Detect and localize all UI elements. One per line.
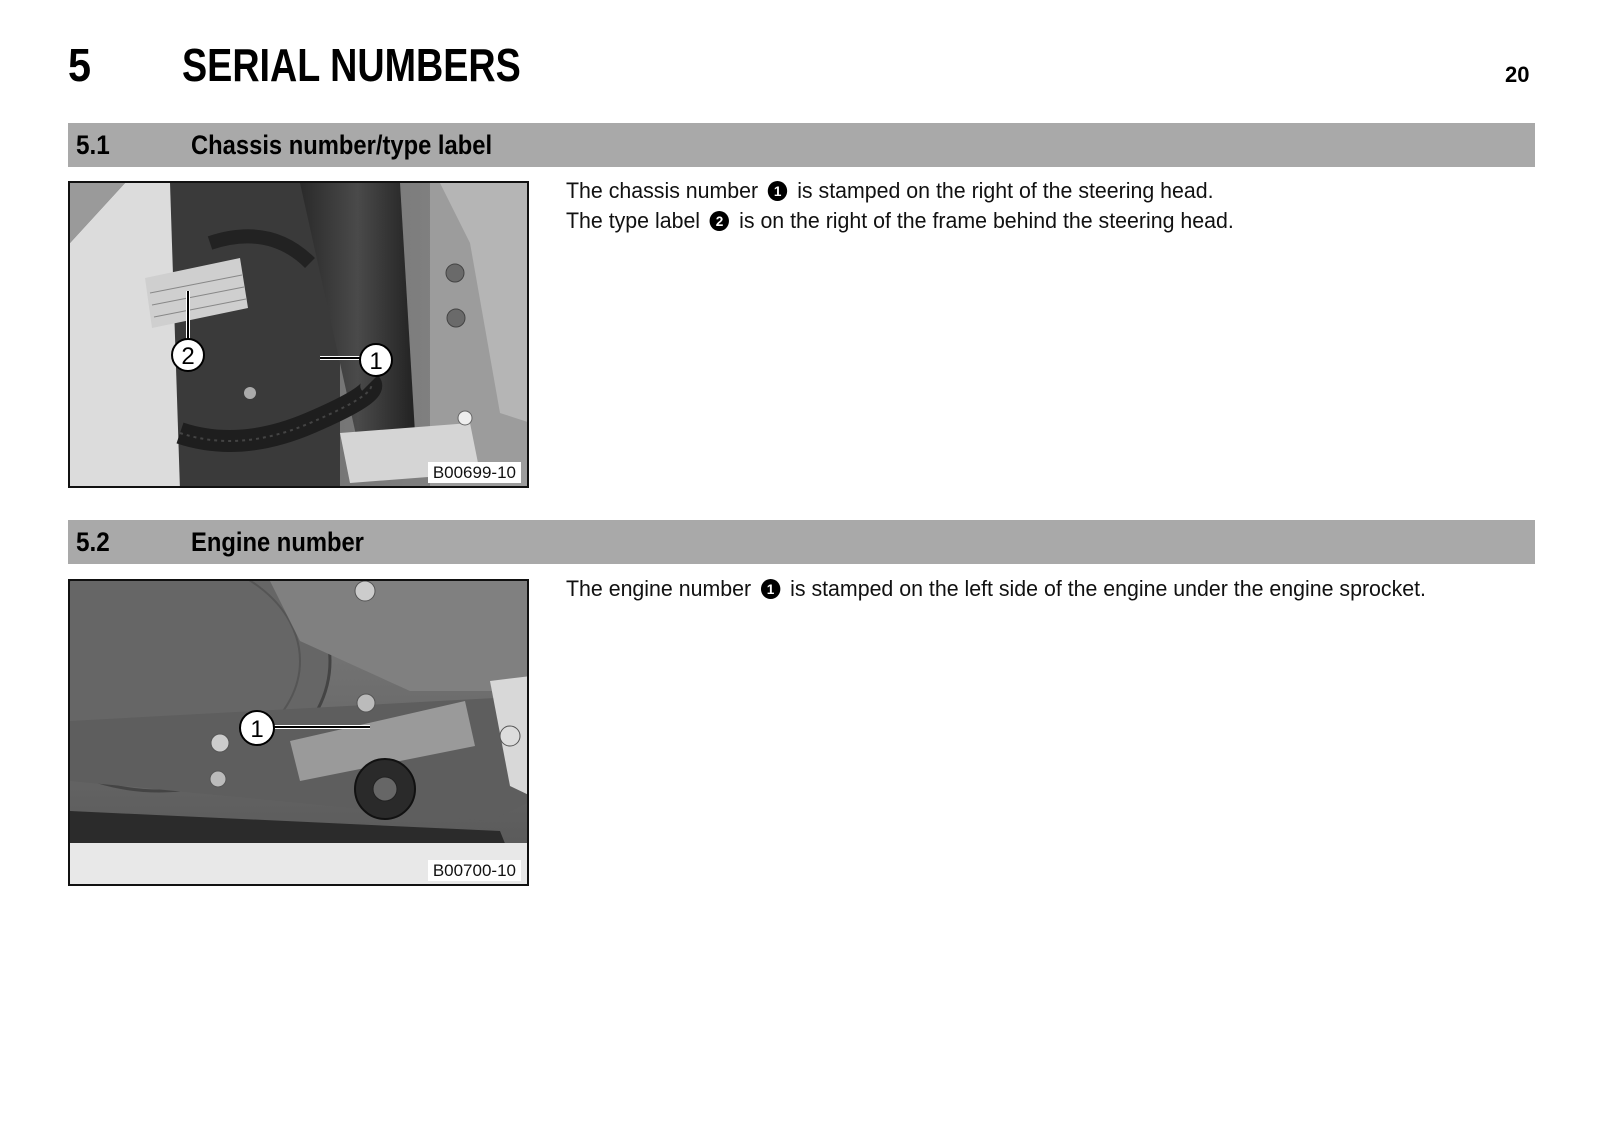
engine-description (566, 574, 1426, 604)
text-before: The chassis number (566, 178, 759, 203)
marker-1-icon: 1 (761, 579, 780, 599)
text-line (566, 176, 1234, 206)
chapter-title: SERIAL NUMBERS (182, 39, 521, 91)
marker-2-icon: 2 (710, 211, 729, 231)
section-header-engine (68, 520, 1535, 564)
section-title: Engine number (191, 527, 364, 557)
text-line (566, 574, 1426, 604)
text-after: is stamped on the right of the steering head. (797, 178, 1214, 203)
section-number: 5.1 (76, 130, 110, 160)
chassis-figure (68, 181, 529, 488)
chassis-description (566, 176, 1234, 236)
section-number: 5.2 (76, 527, 110, 557)
text-line (566, 206, 1234, 236)
marker-1-icon: 1 (768, 181, 787, 201)
callout-1-label: 1 (369, 348, 383, 375)
section-title: Chassis number/type label (191, 130, 493, 160)
figure-code: B00700-10 (428, 860, 521, 881)
text-after: is on the right of the frame behind the steering head. (739, 208, 1234, 233)
figure-code: B00699-10 (428, 462, 521, 483)
chassis-photo (70, 183, 529, 488)
page-number: 20 (1505, 62, 1530, 87)
text-after: is stamped on the left side of the engine under the engine sprocket. (790, 576, 1426, 601)
engine-photo (70, 581, 529, 886)
section-header-chassis (68, 123, 1535, 167)
engine-figure (68, 579, 529, 886)
callout-1-label: 1 (250, 716, 264, 743)
callout-2-label: 2 (181, 343, 195, 370)
chapter-number: 5 (68, 39, 92, 91)
text-before: The engine number (566, 576, 752, 601)
text-before: The type label (566, 208, 701, 233)
